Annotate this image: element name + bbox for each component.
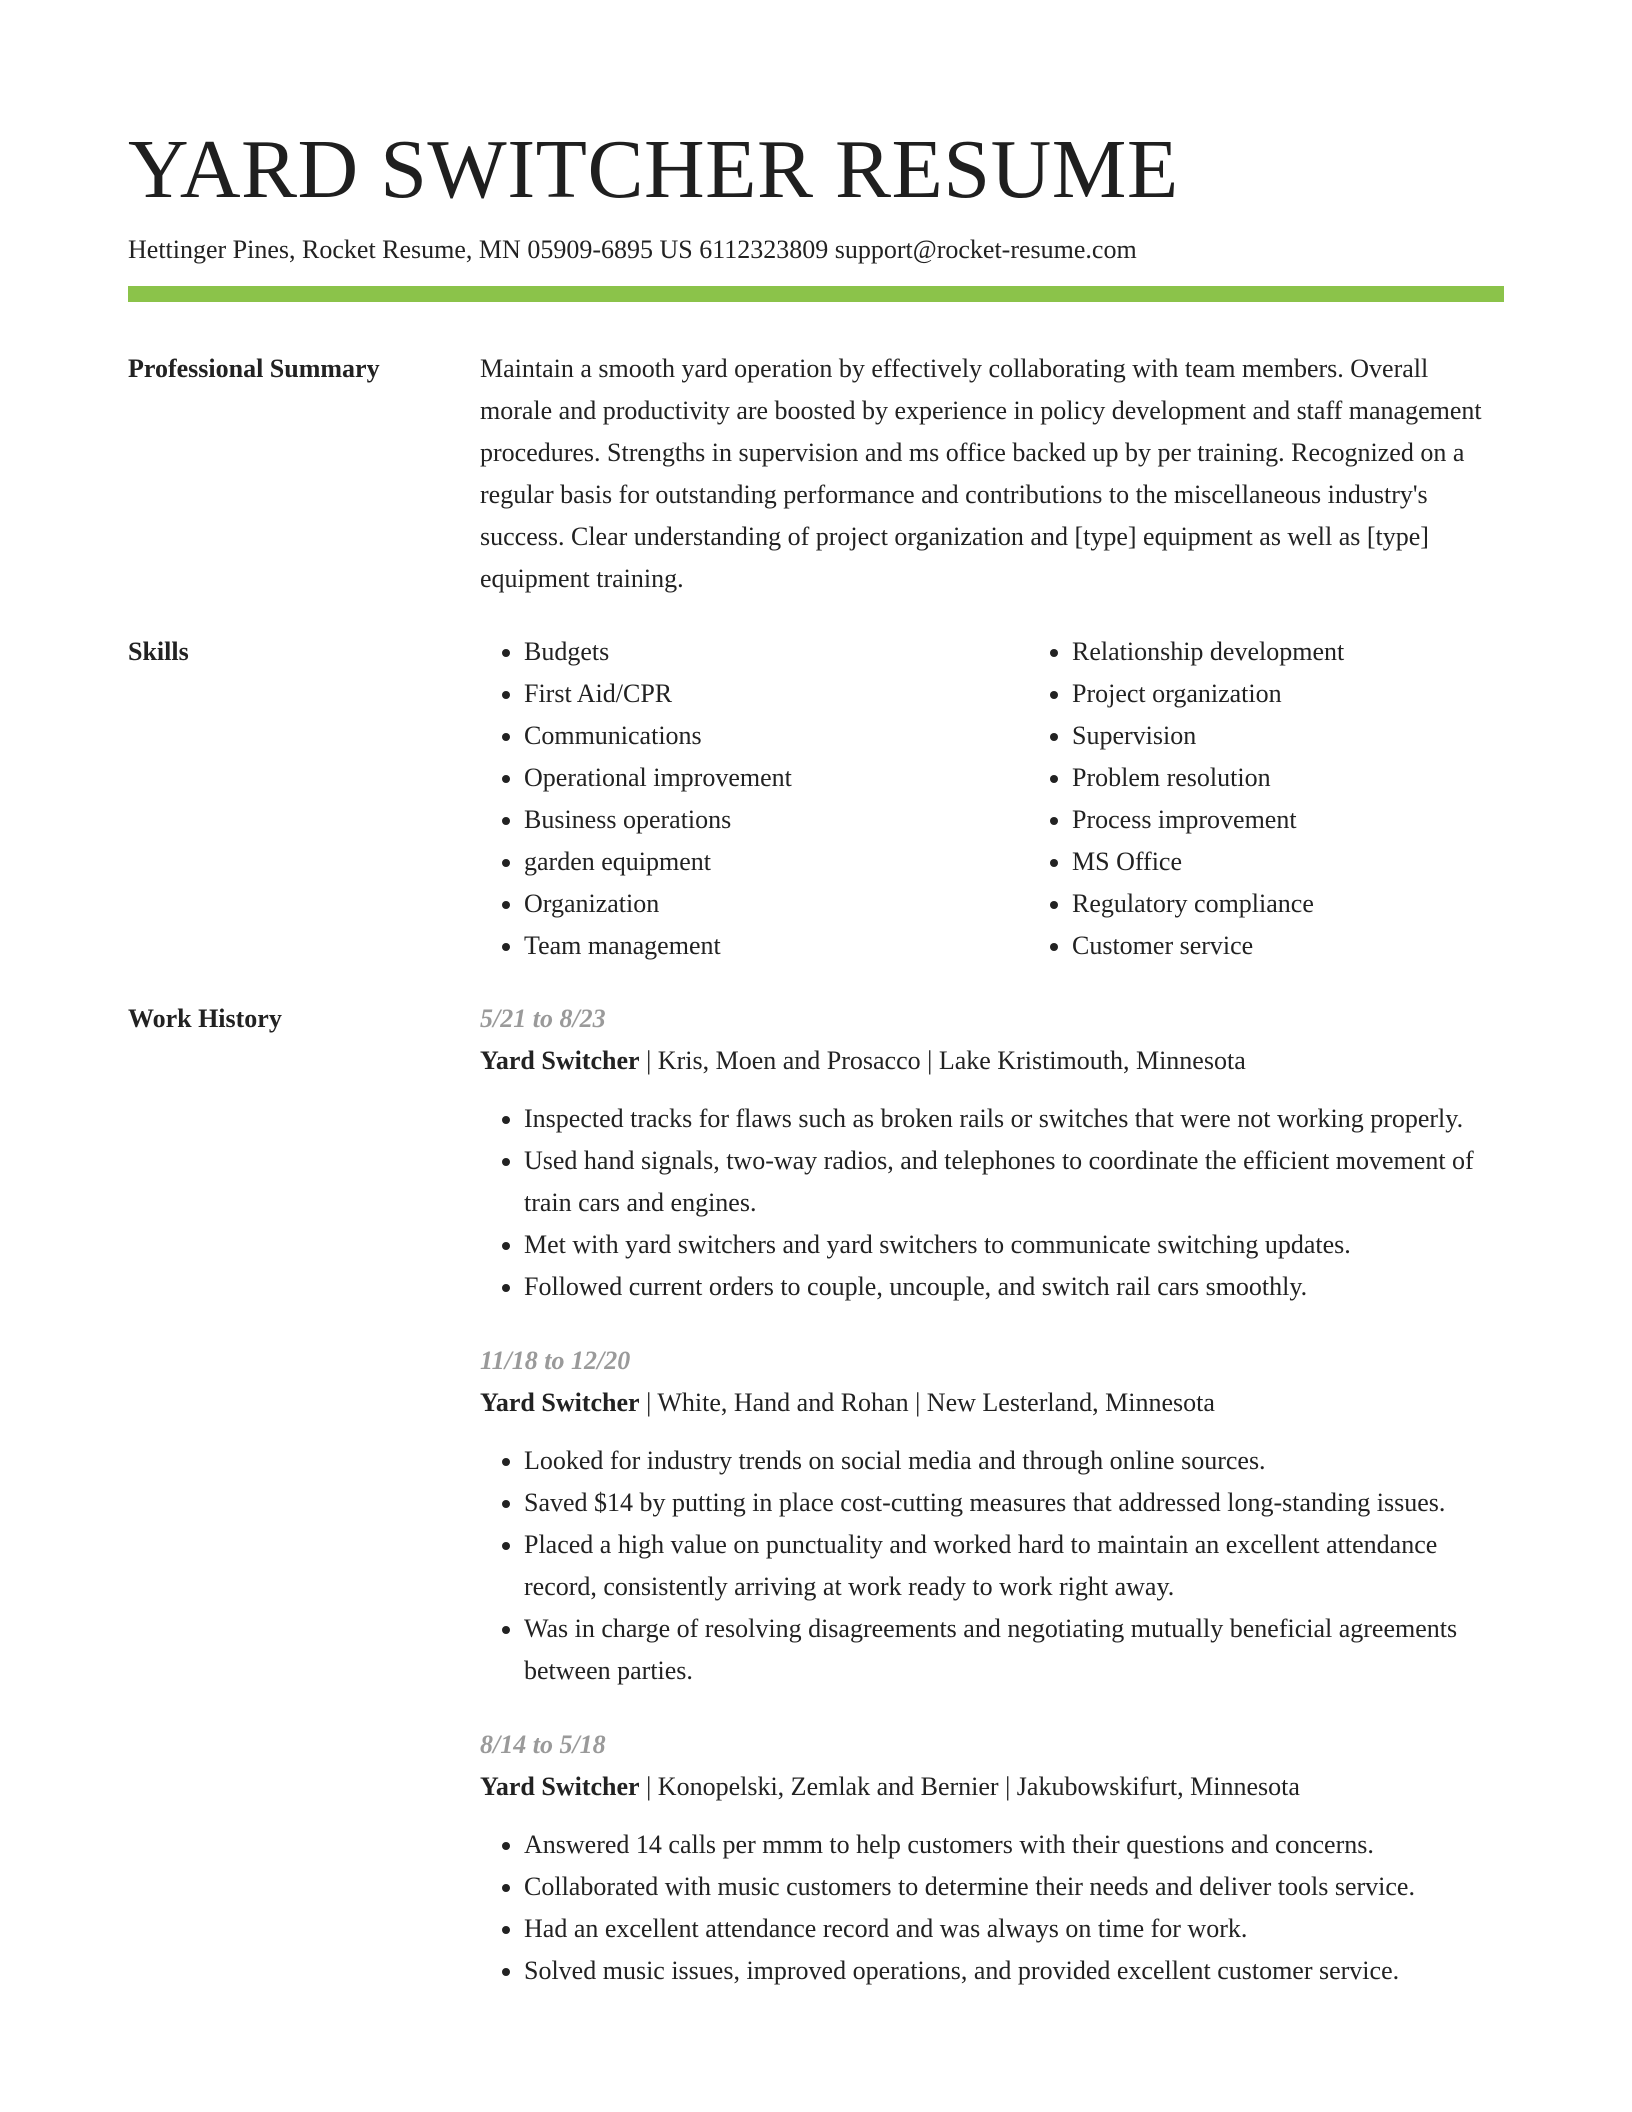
job-bullet: • Used hand signals, two-way radios, and telephones to coordinate the efficient movement of train cars and engines. <box>524 1140 1504 1224</box>
skills-grid <box>480 631 1576 967</box>
section-title-summary: Professional Summary <box>128 354 380 383</box>
job-dates: 11/18 to 12/20 <box>480 1346 631 1375</box>
job-bullet: • Inspected tracks for flaws such as broken rails or switches that were not working properly. <box>524 1098 1504 1140</box>
skill-item: • Relationship development <box>1072 631 1576 673</box>
job-title: Yard Switcher <box>480 1046 640 1075</box>
job-bullets <box>480 1824 1504 1992</box>
job-entry <box>480 1340 1504 1692</box>
contact-line: Hettinger Pines, Rocket Resume, MN 05909-6895 US 6112323809 support@rocket-resume.com <box>128 235 1137 264</box>
job-bullet: • Was in charge of resolving disagreements and negotiating mutually beneficial agreements between parties. <box>524 1608 1504 1692</box>
skill-item: • Communications <box>524 715 1028 757</box>
job-bullet: • Answered 14 calls per mmm to help customers with their questions and concerns. <box>524 1824 1504 1866</box>
job-bullet: • Solved music issues, improved operations, and provided excellent customer service. <box>524 1950 1504 1992</box>
skill-item: • Customer service <box>1072 925 1576 967</box>
skill-item: • First Aid/CPR <box>524 673 1028 715</box>
skills-section <box>128 631 1504 967</box>
skill-item: • Budgets <box>524 631 1028 673</box>
job-bullet: • Met with yard switchers and yard switchers to communicate switching updates. <box>524 1224 1504 1266</box>
summary-text: Maintain a smooth yard operation by effectively collaborating with team members. Overall morale and productivity are boosted by experience in policy development and staff management procedures. Strengths in supervision and ms office backed up by per training. Recognized on a regular basis for outstanding performance and contributions to the miscellaneous industry's success. Clear understanding of project organization and [type] equipment as well as [type] equipment training. <box>480 354 1482 593</box>
job-title: Yard Switcher <box>480 1388 640 1417</box>
section-title-skills: Skills <box>128 637 189 666</box>
job-dates: 5/21 to 8/23 <box>480 1004 606 1033</box>
skill-item: • Problem resolution <box>1072 757 1576 799</box>
section-title-work: Work History <box>128 1004 282 1033</box>
job-entry <box>480 1724 1504 1992</box>
professional-summary-section <box>128 348 1504 600</box>
skill-item: • Project organization <box>1072 673 1576 715</box>
job-bullets <box>480 1440 1504 1692</box>
job-entry <box>480 998 1504 1308</box>
skills-list-right <box>1028 631 1576 967</box>
job-bullet: • Collaborated with music customers to determine their needs and deliver tools service. <box>524 1866 1504 1908</box>
skill-item: • Supervision <box>1072 715 1576 757</box>
job-heading <box>480 1382 1504 1424</box>
skill-item: • Organization <box>524 883 1028 925</box>
job-details: | Kris, Moen and Prosacco | Lake Kristimouth, Minnesota <box>639 1046 1246 1075</box>
skill-item: • MS Office <box>1072 841 1576 883</box>
job-details: | Konopelski, Zemlak and Bernier | Jakubowskifurt, Minnesota <box>639 1772 1300 1801</box>
skill-item: • Regulatory compliance <box>1072 883 1576 925</box>
job-heading <box>480 1766 1504 1808</box>
job-bullet: • Placed a high value on punctuality and worked hard to maintain an excellent attendance record, consistently arriving at work ready to work right away. <box>524 1524 1504 1608</box>
job-bullet: • Followed current orders to couple, uncouple, and switch rail cars smoothly. <box>524 1266 1504 1308</box>
skill-item: • Team management <box>524 925 1028 967</box>
skill-item: • Business operations <box>524 799 1028 841</box>
job-dates: 8/14 to 5/18 <box>480 1730 606 1759</box>
skill-item: • Operational improvement <box>524 757 1028 799</box>
job-bullet: • Saved $14 by putting in place cost-cutting measures that addressed long-standing issues. <box>524 1482 1504 1524</box>
job-bullets <box>480 1098 1504 1308</box>
job-bullet: • Looked for industry trends on social media and through online sources. <box>524 1440 1504 1482</box>
resume-title: YARD SWITCHER RESUME <box>128 123 1179 216</box>
skill-item: • Process improvement <box>1072 799 1576 841</box>
accent-divider <box>128 286 1504 302</box>
resume-page <box>128 120 1504 2024</box>
job-heading <box>480 1040 1504 1082</box>
job-title: Yard Switcher <box>480 1772 640 1801</box>
skills-list-left <box>480 631 1028 967</box>
skill-item: • garden equipment <box>524 841 1028 883</box>
work-history-section <box>128 998 1504 2024</box>
job-bullet: • Had an excellent attendance record and was always on time for work. <box>524 1908 1504 1950</box>
job-details: | White, Hand and Rohan | New Lesterland, Minnesota <box>639 1388 1215 1417</box>
